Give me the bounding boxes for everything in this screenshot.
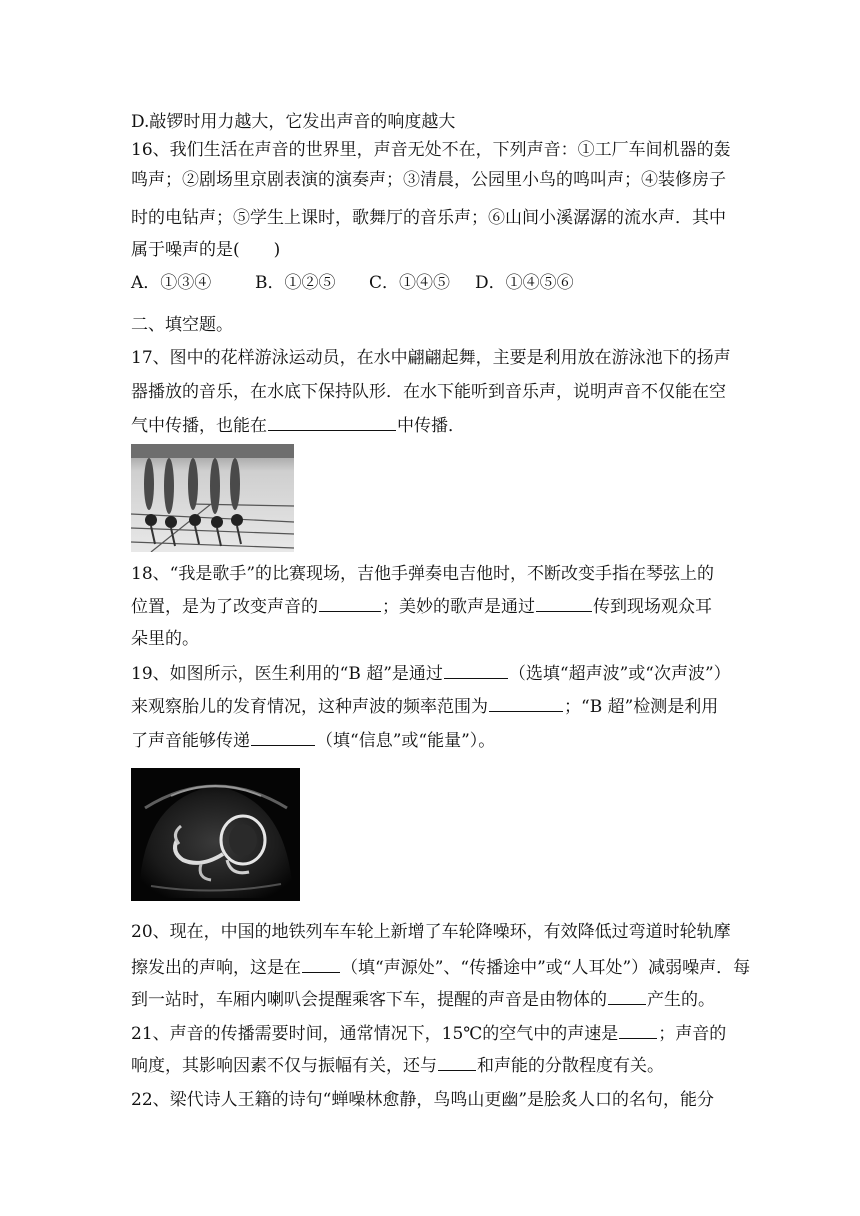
q19-text-a: 19、如图所示，医生利用的“B 超”是通过 xyxy=(131,664,443,684)
b-ultrasound-fetus-image xyxy=(131,768,300,901)
q19-blank-2 xyxy=(489,694,563,712)
q19-text-e: 了声音能够传递 xyxy=(131,731,250,751)
q18-text-c: 传到现场观众耳 xyxy=(593,597,712,617)
q21-blank-2 xyxy=(438,1053,476,1071)
q19-blank-1 xyxy=(444,661,508,679)
section-title: 二、填空题。 xyxy=(131,315,233,335)
q19-text-f: （填“信息”或“能量”）。 xyxy=(316,731,496,751)
q16-option-c: C．①④⑤ xyxy=(369,273,451,293)
q16-line-2: 鸣声；②剧场里京剧表演的演奏声；③清晨，公园里小鸟的鸣叫声；④装修房子 xyxy=(131,170,726,190)
q22-line-1: 22、梁代诗人王籍的诗句“蝉噪林愈静，鸟鸣山更幽”是脍炙人口的名句，能分 xyxy=(131,1090,715,1110)
q17-line-3 xyxy=(131,413,465,438)
q21-line-1 xyxy=(131,1021,726,1046)
q20-text-d: 产生的。 xyxy=(647,990,715,1010)
q19-blank-3 xyxy=(251,728,315,746)
q18-text-a: 位置，是为了改变声音的 xyxy=(131,597,318,617)
q21-text-a: 21、声音的传播需要时间，通常情况下，15℃的空气中的声速是 xyxy=(131,1024,619,1044)
q19-line-3 xyxy=(131,728,495,753)
q15-option-d: D.敲锣时用力越大，它发出声音的响度越大 xyxy=(131,112,456,132)
q21-blank-1 xyxy=(619,1021,657,1039)
q16-line-3: 时的电钻声；⑤学生上课时，歌舞厅的音乐声；⑥山间小溪潺潺的流水声．其中 xyxy=(131,208,726,228)
q20-line-1: 20、现在，中国的地铁列车车轮上新增了车轮降噪环，有效降低过弯道时轮轨摩 xyxy=(131,922,731,942)
q21-text-c: 响度，其影响因素不仅与振幅有关，还与 xyxy=(131,1056,437,1076)
q18-line-3: 朵里的。 xyxy=(131,629,199,649)
q16-option-b: B．①②⑤ xyxy=(255,273,336,293)
q19-text-b: （选填“超声波”或“次声波”） xyxy=(508,664,731,684)
q20-blank-1 xyxy=(302,955,340,973)
q19-line-2 xyxy=(131,694,718,719)
q17-line-2: 器播放的音乐，在水底下保持队形．在水下能听到音乐声，说明声音不仅能在空 xyxy=(131,382,726,402)
q17-text-b: 中传播． xyxy=(397,416,465,436)
q18-line-2 xyxy=(131,594,712,619)
q19-text-d: ；“B 超”检测是利用 xyxy=(564,697,719,717)
q18-blank-1 xyxy=(319,594,381,612)
q21-text-d: 和声能的分散程度有关。 xyxy=(477,1056,664,1076)
q16-option-d: D．①④⑤⑥ xyxy=(475,273,574,293)
q16-options xyxy=(131,271,574,295)
q20-text-c: 到一站时，车厢内喇叭会提醒乘客下车，提醒的声音是由物体的 xyxy=(131,990,607,1010)
q16-line-4: 属于噪声的是( ) xyxy=(131,240,281,260)
q20-blank-2 xyxy=(608,987,646,1005)
q20-text-a: 擦发出的声响，这是在 xyxy=(131,958,301,978)
q17-blank xyxy=(268,413,396,431)
q19-line-1 xyxy=(131,661,731,686)
q19-text-c: 来观察胎儿的发育情况，这种声波的频率范围为 xyxy=(131,697,488,717)
q21-text-b: ；声音的 xyxy=(658,1024,727,1044)
q20-line-2 xyxy=(131,955,750,980)
q18-blank-2 xyxy=(536,594,592,612)
q18-text-b: ；美妙的歌声是通过 xyxy=(382,597,535,617)
q17-line-1: 17、图中的花样游泳运动员，在水中翩翩起舞，主要是利用放在游泳池下的扬声 xyxy=(131,348,731,368)
q16-line-1: 16、我们生活在声音的世界里，声音无处不在，下列声音：①工厂车间机器的轰 xyxy=(131,140,731,160)
q20-line-3 xyxy=(131,987,715,1012)
q16-option-a: A．①③④ xyxy=(131,273,212,293)
q18-line-1: 18、“我是歌手”的比赛现场，吉他手弹奏电吉他时，不断改变手指在琴弦上的 xyxy=(131,564,715,584)
synchronized-swimming-image xyxy=(131,444,294,552)
q20-text-b: （填“声源处”、“传播途中”或“人耳处”）减弱噪声．每 xyxy=(341,958,751,978)
q17-text-a: 气中传播，也能在 xyxy=(131,416,267,436)
q21-line-2 xyxy=(131,1053,664,1078)
